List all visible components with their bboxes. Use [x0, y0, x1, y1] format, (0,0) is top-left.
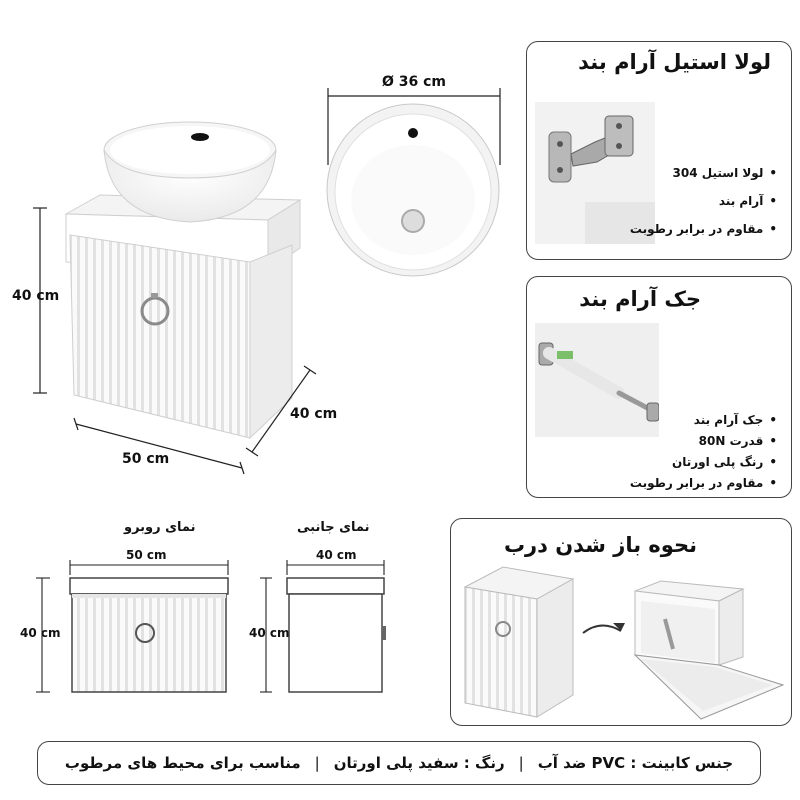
- footer-usage: مناسب برای محیط های مرطوب: [64, 754, 301, 772]
- footer-separator: |: [518, 754, 524, 772]
- hinge-feature-list: [630, 166, 777, 250]
- door-arrow-icon: [579, 617, 629, 643]
- side-view-height-label: 40 cm: [249, 626, 290, 640]
- door-open-illustration: [631, 579, 787, 721]
- front-view-width-label: 50 cm: [126, 548, 167, 562]
- door-opening-panel: [450, 518, 792, 726]
- jack-feature-list: [630, 413, 777, 497]
- side-view-title: نمای جانبی: [297, 520, 370, 535]
- hinge-panel-title: لولا استیل آرام بند: [578, 50, 771, 74]
- door-closed-illustration: [459, 563, 579, 719]
- hinge-feature: • مقاوم در برابر رطوبت: [630, 222, 777, 236]
- jack-feature: • مقاوم در برابر رطوبت: [630, 476, 777, 490]
- main-depth-label: 40 cm: [290, 406, 338, 422]
- front-view-title: نمای روبرو: [124, 520, 196, 535]
- footer-separator: |: [314, 754, 320, 772]
- jack-panel: [526, 276, 792, 498]
- main-width-label: 50 cm: [122, 451, 170, 467]
- hinge-panel: [526, 41, 792, 260]
- hinge-feature: • آرام بند: [630, 194, 777, 208]
- door-opening-title: نحوه باز شدن درب: [503, 533, 697, 557]
- jack-feature: • قدرت 80N: [630, 434, 777, 448]
- jack-panel-title: جک آرام بند: [579, 287, 701, 311]
- hinge-feature: • لولا استیل 304: [630, 166, 777, 180]
- basin-top-view: [320, 88, 510, 278]
- footer-color: رنگ : سفید پلی اورتان: [333, 754, 505, 772]
- footer-specs-bar: [37, 741, 761, 785]
- front-view-drawing: [30, 555, 240, 705]
- jack-feature: • رنگ پلی اورتان: [630, 455, 777, 469]
- main-height-label: 40 cm: [12, 288, 60, 304]
- jack-feature: • جک آرام بند: [630, 413, 777, 427]
- side-view-drawing: [255, 555, 395, 705]
- side-view-width-label: 40 cm: [316, 548, 357, 562]
- front-view-height-label: 40 cm: [20, 626, 61, 640]
- footer-material: جنس کابینت : PVC ضد آب: [537, 754, 734, 772]
- basin-diameter-label: Ø 36 cm: [382, 74, 447, 90]
